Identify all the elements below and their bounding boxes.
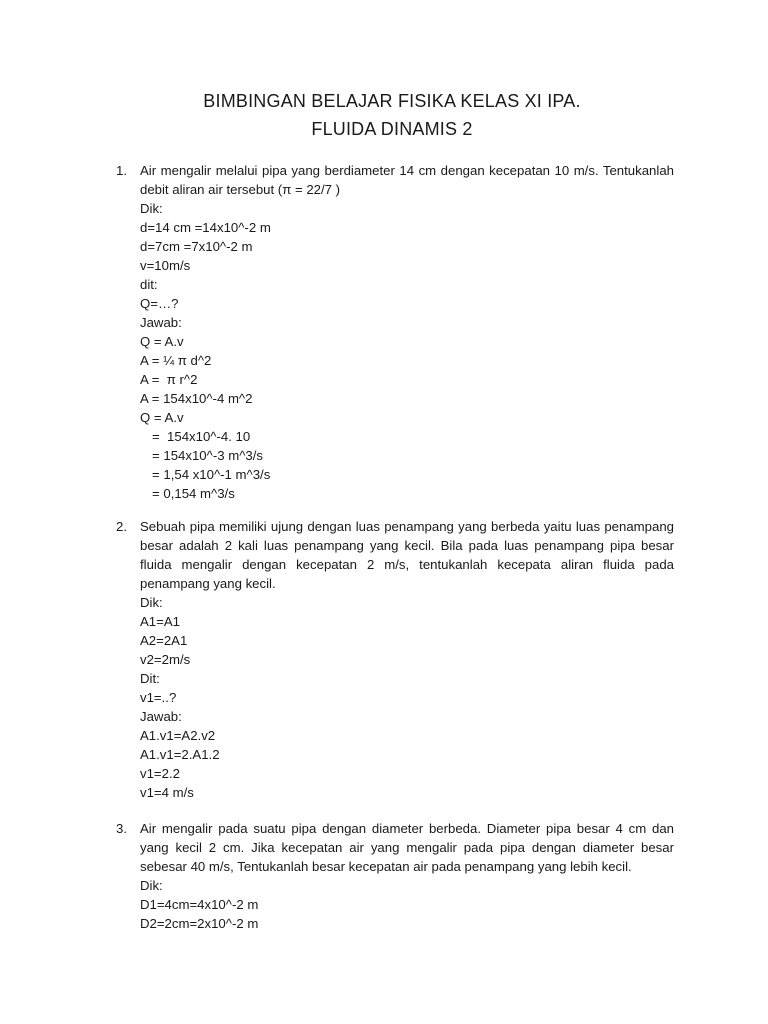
solution-line: A = 154x10^-4 m^2 <box>140 391 253 406</box>
solution-line: v1=2.2 <box>140 766 180 781</box>
problem-body <box>140 819 674 933</box>
solution-line: v=10m/s <box>140 258 191 273</box>
solution-line: = 0,154 m^3/s <box>152 486 235 501</box>
solution-line: Jawab: <box>140 315 182 330</box>
solution-line: = 154x10^-4. 10 <box>152 429 251 444</box>
problem-number: 3. <box>116 821 127 836</box>
problem-body <box>140 517 674 802</box>
solution-line: A2=2A1 <box>140 633 188 648</box>
solution-line: A = ¼ π d^2 <box>140 353 212 368</box>
solution-line: = 1,54 x10^-1 m^3/s <box>152 467 271 482</box>
solution-line: A = π r^2 <box>140 372 198 387</box>
document-title: BIMBINGAN BELAJAR FISIKA KELAS XI IPA. <box>203 91 581 111</box>
solution-line: D1=4cm=4x10^-2 m <box>140 897 259 912</box>
solution-line: Q=…? <box>140 296 179 311</box>
solution-line: A1=A1 <box>140 614 180 629</box>
solution-line: Dik: <box>140 595 163 610</box>
solution-line: A1.v1=2.A1.2 <box>140 747 220 762</box>
solution-line: Dit: <box>140 671 160 686</box>
problem-question: Sebuah pipa memiliki ujung dengan luas penampang yang berbeda yaitu luas penampang besar adalah 2 kali luas penampang yang kecil. Bila pada luas penampang pipa besar fluida mengalir dengan kecepatan 2 m/s, tentukanlah kecepata aliran fluida pada penampang yang kecil. <box>140 519 674 591</box>
solution-line: v1=4 m/s <box>140 785 194 800</box>
solution-line: Jawab: <box>140 709 182 724</box>
solution-line: Q = A.v <box>140 334 184 349</box>
problem-body <box>140 161 674 503</box>
problem-question: Air mengalir pada suatu pipa dengan diameter berbeda. Diameter pipa besar 4 cm dan yang kecil 2 cm. Jika kecepatan air yang mengalir pada pipa dengan diameter besar sebesar 40 m/s, Tentukanlah besar kecepatan air pada penampang yang lebih kecil. <box>140 821 674 874</box>
solution-line: = 154x10^-3 m^3/s <box>152 448 263 463</box>
problem-number: 1. <box>116 163 127 178</box>
solution-line: D2=2cm=2x10^-2 m <box>140 916 259 931</box>
solution-line: Dik: <box>140 201 163 216</box>
solution-line: d=14 cm =14x10^-2 m <box>140 220 271 235</box>
solution-line: A1.v1=A2.v2 <box>140 728 216 743</box>
solution-line: Q = A.v <box>140 410 184 425</box>
solution-line: dit: <box>140 277 158 292</box>
problem-number: 2. <box>116 519 127 534</box>
solution-line: v2=2m/s <box>140 652 191 667</box>
solution-line: v1=..? <box>140 690 177 705</box>
problem-question: Air mengalir melalui pipa yang berdiameter 14 cm dengan kecepatan 10 m/s. Tentukanlah debit aliran air tersebut (π = 22/7 ) <box>140 163 674 197</box>
solution-line: d=7cm =7x10^-2 m <box>140 239 253 254</box>
solution-line: Dik: <box>140 878 163 893</box>
document-subtitle: FLUIDA DINAMIS 2 <box>311 119 473 139</box>
